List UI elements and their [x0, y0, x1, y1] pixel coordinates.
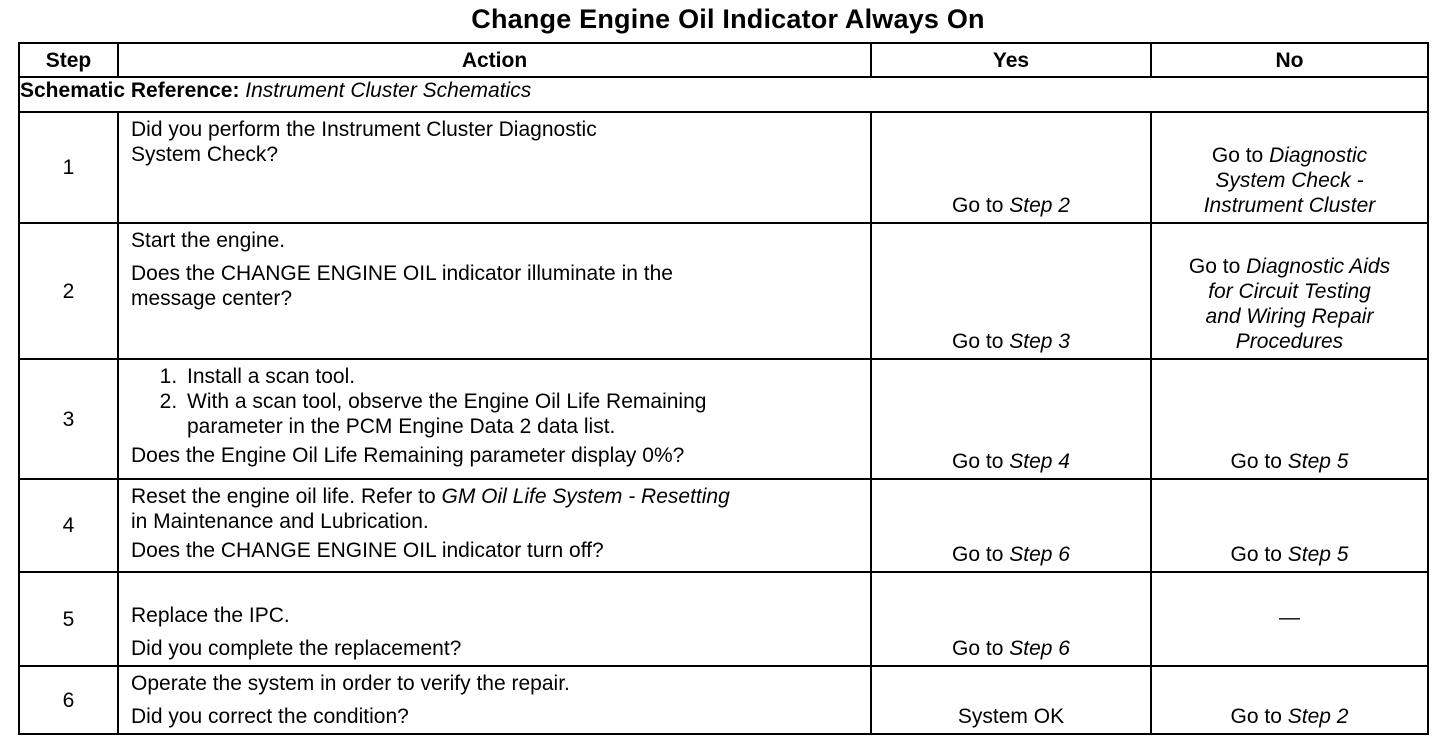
- no-link-line-3[interactable]: and Wiring Repair: [1205, 305, 1374, 328]
- action-cell: [118, 112, 871, 223]
- yes-step-link[interactable]: Step 6: [1009, 543, 1070, 566]
- no-link-line-4[interactable]: Procedures: [1235, 330, 1344, 353]
- action-cell: [118, 572, 871, 666]
- schematic-reference-label: Schematic Reference:: [20, 79, 240, 102]
- yes-step-link[interactable]: Step 2: [1009, 194, 1070, 217]
- no-cell: [1151, 666, 1428, 734]
- no-prefix: Go to: [1230, 543, 1288, 566]
- action-text: Operate the system in order to verify the repair.: [131, 672, 570, 695]
- list-item: 1. Install a scan tool.: [183, 364, 862, 389]
- list-item: 2. With a scan tool, observe the Engine Oil Life Remaining parameter in the PCM Engine Data 2 data list.: [183, 389, 862, 439]
- action-list: [131, 364, 862, 439]
- yes-prefix: Go to: [952, 330, 1010, 353]
- no-link-line-2[interactable]: for Circuit Testing: [1208, 280, 1371, 303]
- table-row: [19, 572, 1428, 666]
- schematic-reference-row: [19, 77, 1428, 112]
- yes-prefix: Go to: [952, 194, 1010, 217]
- table-header-row: [19, 43, 1428, 77]
- action-question: Did you perform the Instrument Cluster Diagnostic: [131, 118, 597, 141]
- no-prefix: Go to: [1188, 255, 1247, 278]
- schematic-reference-link[interactable]: Instrument Cluster Schematics: [245, 79, 532, 102]
- yes-cell: [871, 666, 1151, 734]
- header-action: Action: [118, 43, 871, 77]
- no-link-diagnostic[interactable]: Diagnostic: [1269, 144, 1368, 167]
- no-step-link[interactable]: Step 2: [1287, 705, 1349, 728]
- no-prefix: Go to: [1230, 450, 1288, 473]
- yes-cell: [871, 479, 1151, 572]
- step-number: 3: [19, 359, 118, 479]
- no-cell: [1151, 112, 1428, 223]
- action-cell: [118, 479, 871, 572]
- action-text: Replace the IPC.: [131, 604, 290, 627]
- yes-cell: [871, 572, 1151, 666]
- diagnostic-table: [18, 42, 1429, 735]
- action-cell: [118, 223, 871, 359]
- action-question: Did you complete the replacement?: [131, 637, 462, 660]
- page-title: Change Engine Oil Indicator Always On: [471, 4, 985, 34]
- yes-prefix: Go to: [952, 543, 1010, 566]
- action-question-cont: System Check?: [131, 143, 279, 166]
- no-cell: [1151, 479, 1428, 572]
- yes-cell: [871, 223, 1151, 359]
- yes-cell: [871, 359, 1151, 479]
- table-row: [19, 112, 1428, 223]
- action-question: Does the CHANGE ENGINE OIL indicator turn off?: [131, 539, 604, 562]
- action-cell: [118, 359, 871, 479]
- action-text-cont: in Maintenance and Lubrication.: [131, 510, 429, 533]
- yes-step-link[interactable]: Step 6: [1009, 637, 1070, 660]
- action-question: Does the Engine Oil Life Remaining parameter display 0%?: [131, 444, 685, 467]
- step-number: 6: [19, 666, 118, 734]
- action-question-cont: message center?: [131, 287, 293, 310]
- yes-prefix: Go to: [952, 637, 1010, 660]
- action-text: Start the engine.: [131, 229, 286, 252]
- no-link-line-3[interactable]: Instrument Cluster: [1203, 194, 1376, 217]
- step-number: 1: [19, 112, 118, 223]
- yes-cell: [871, 112, 1151, 223]
- no-dash: —: [1279, 605, 1300, 629]
- step-number: 2: [19, 223, 118, 359]
- action-text: Reset the engine oil life. Refer to GM Oil Life System - Resetting: [131, 485, 730, 508]
- step-number: 5: [19, 572, 118, 666]
- no-step-link[interactable]: Step 5: [1287, 543, 1349, 566]
- no-cell: [1151, 359, 1428, 479]
- no-prefix: Go to: [1211, 144, 1270, 167]
- action-question: Does the CHANGE ENGINE OIL indicator illuminate in the: [131, 262, 673, 285]
- yes-step-link[interactable]: Step 3: [1009, 330, 1070, 353]
- table-row: [19, 359, 1428, 479]
- yes-prefix: Go to: [952, 450, 1010, 473]
- no-cell: [1151, 223, 1428, 359]
- maintenance-link[interactable]: GM Oil Life System - Resetting: [441, 485, 730, 508]
- header-no: No: [1151, 43, 1428, 77]
- action-question: Did you correct the condition?: [131, 705, 409, 728]
- no-link-diagnostic-aids[interactable]: Diagnostic Aids: [1246, 255, 1391, 278]
- no-link-line-2[interactable]: System Check -: [1215, 169, 1364, 192]
- action-cell: [118, 666, 871, 734]
- table-row: [19, 666, 1428, 734]
- header-yes: Yes: [871, 43, 1151, 77]
- yes-system-ok: System OK: [957, 705, 1065, 728]
- no-cell: [1151, 572, 1428, 666]
- schematic-reference: [19, 77, 1428, 112]
- no-prefix: Go to: [1230, 705, 1288, 728]
- step-number: 4: [19, 479, 118, 572]
- header-step: Step: [19, 43, 118, 77]
- no-step-link[interactable]: Step 5: [1287, 450, 1349, 473]
- yes-step-link[interactable]: Step 4: [1009, 450, 1070, 473]
- table-row: [19, 223, 1428, 359]
- table-row: [19, 479, 1428, 572]
